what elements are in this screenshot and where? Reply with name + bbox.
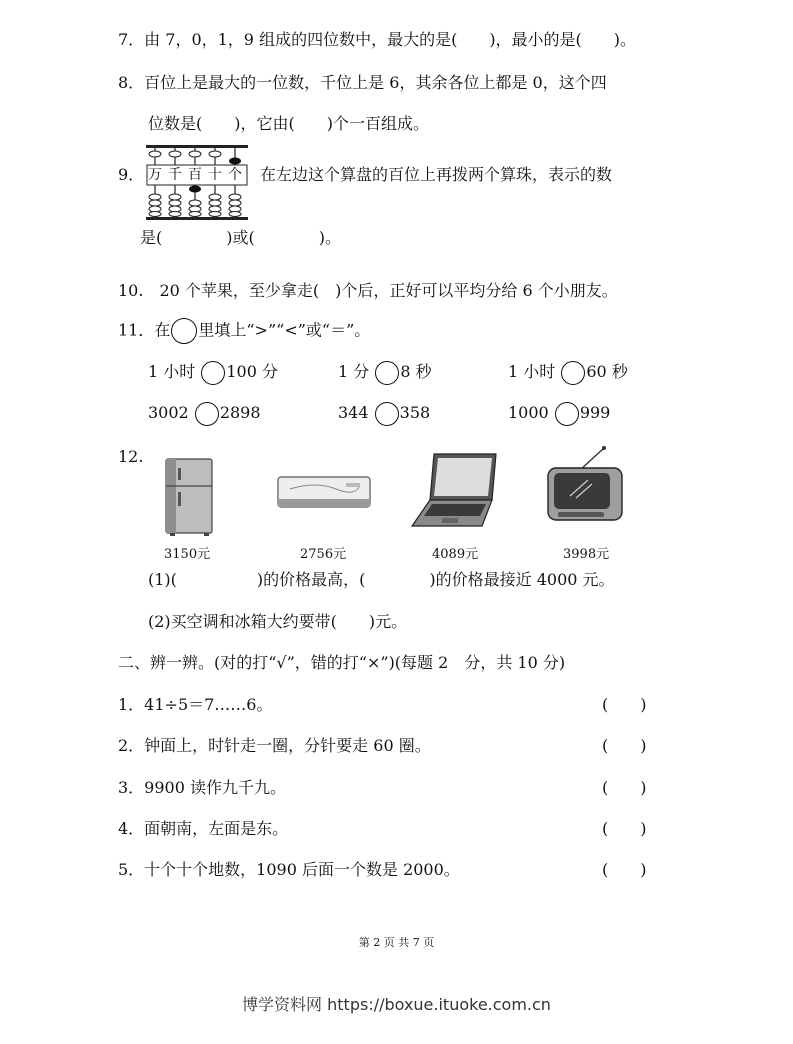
compare-circle[interactable]: [375, 402, 399, 426]
judge-answer-bracket[interactable]: ( ): [602, 736, 647, 755]
compare-item: [148, 359, 278, 385]
compare-circle[interactable]: [375, 361, 399, 385]
price-label: 2756元: [300, 547, 347, 562]
price-label: 3998元: [563, 547, 610, 562]
q10: 10. 20 个苹果，至少拿走( )个后，正好可以平均分给 6 个小朋友。: [118, 281, 618, 300]
watermark[interactable]: 博学资料网 https://boxue.ituoke.com.cn: [242, 995, 551, 1014]
q11-suffix: 里填上“>”“<”或“＝”。: [198, 320, 371, 340]
laptop-icon: [408, 452, 500, 530]
q9-line2: 是( )或( )。: [140, 228, 341, 247]
q12-sub2: (2)买空调和冰箱大约要带( )元。: [148, 612, 408, 631]
compare-right: 8 秒: [400, 362, 432, 381]
judge-answer-bracket[interactable]: ( ): [602, 860, 647, 879]
compare-left: 344: [338, 403, 369, 422]
price-label: 4089元: [432, 547, 479, 562]
judge-answer-bracket[interactable]: ( ): [602, 695, 647, 714]
abacus-label-qian: 千: [168, 167, 182, 183]
page-footer: 第 2 页 共 7 页: [358, 936, 435, 949]
compare-left: 3002: [148, 403, 189, 422]
abacus-labels: [147, 166, 247, 184]
compare-right: 2898: [219, 403, 261, 422]
judge-answer-bracket[interactable]: ( ): [602, 819, 647, 838]
fridge-icon: [160, 456, 220, 538]
compare-item: [338, 359, 432, 385]
abacus-label-wan: 万: [148, 167, 162, 183]
compare-left: 1 小时: [508, 362, 556, 381]
judge-item: 4．面朝南，左面是东。: [118, 819, 289, 838]
compare-circle[interactable]: [195, 402, 219, 426]
compare-left: 1 分: [338, 362, 370, 381]
judge-answer-bracket[interactable]: ( ): [602, 778, 647, 797]
compare-circle[interactable]: [561, 361, 585, 385]
price-label: 3150元: [164, 547, 211, 562]
judge-item: 1．41÷5＝7……6。: [118, 695, 273, 714]
q11-prefix: 11．在: [118, 320, 171, 340]
tv-icon: [544, 446, 626, 526]
q9-number: 9．: [118, 165, 145, 184]
compare-right: 999: [579, 403, 611, 422]
compare-item: [508, 400, 610, 426]
judge-item: 5．十个十个地数，1090 后面一个数是 2000。: [118, 860, 460, 879]
judge-item: 3．9900 读作九千九。: [118, 778, 286, 797]
abacus-label-ge: 个: [228, 167, 242, 183]
compare-circle[interactable]: [201, 361, 225, 385]
q7: 7．由 7，0，1，9 组成的四位数中，最大的是( )，最小的是( )。: [118, 30, 637, 49]
q12-number: 12.: [118, 447, 144, 466]
q11-heading: [118, 318, 370, 344]
compare-right: 60 秒: [586, 362, 628, 381]
q8-line2: 位数是( )，它由( )个一百组成。: [148, 114, 429, 133]
q9-text: 在左边这个算盘的百位上再拨两个算珠，表示的数: [260, 165, 613, 184]
air-conditioner-icon: [276, 475, 372, 511]
compare-item: [508, 359, 628, 385]
judge-item: 2．钟面上，时针走一圈，分针要走 60 圈。: [118, 736, 431, 755]
q11-circle-icon: [171, 318, 197, 344]
compare-right: 100 分: [226, 362, 279, 381]
compare-left: 1 小时: [148, 362, 196, 381]
compare-right: 358: [399, 403, 431, 422]
q8-line1: 8．百位上是最大的一位数，千位上是 6，其余各位上都是 0，这个四: [118, 73, 607, 92]
abacus-label-shi: 十: [208, 167, 222, 183]
compare-circle[interactable]: [555, 402, 579, 426]
compare-item: [338, 400, 430, 426]
q12-sub1: (1)( )的价格最高，( )的价格最接近 4000 元。: [148, 570, 615, 589]
abacus-label-bai: 百: [188, 167, 202, 183]
section2-title: 二、辨一辨。(对的打“√”，错的打“×”)(每题 2 分，共 10 分): [118, 653, 566, 672]
compare-left: 1000: [508, 403, 549, 422]
compare-item: [148, 400, 261, 426]
